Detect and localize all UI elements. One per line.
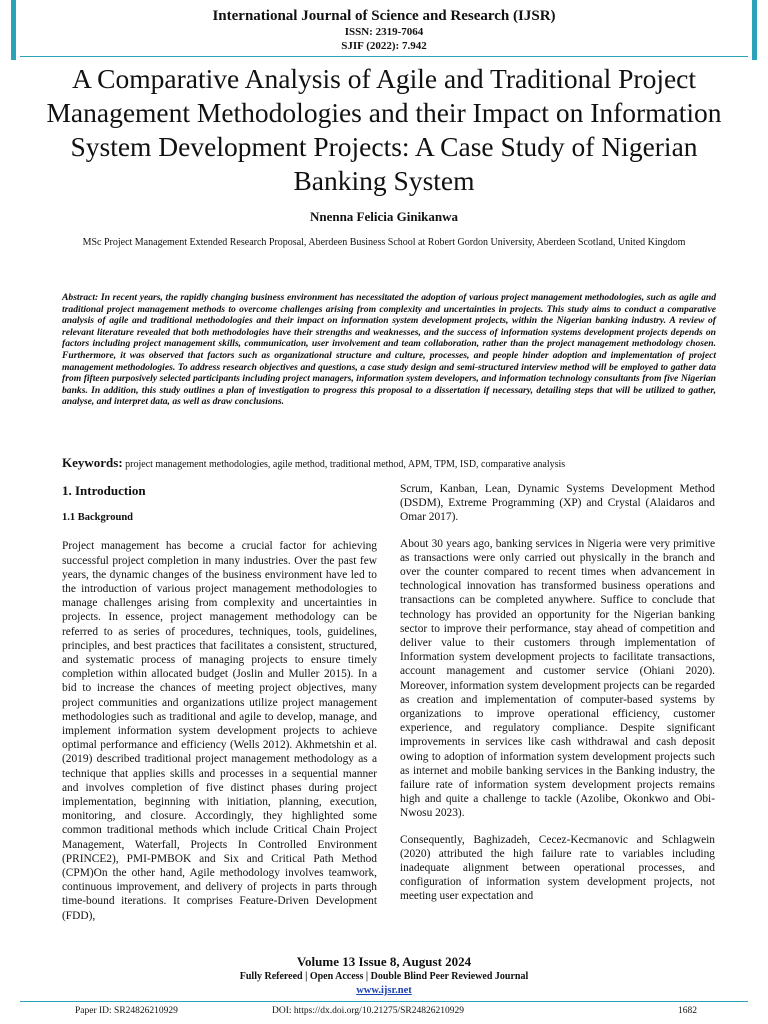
keywords-text: project management methodologies, agile method, traditional method, APM, TPM, ISD, comparative analysis <box>125 459 566 470</box>
right-column <box>400 482 715 916</box>
journal-website-link[interactable]: www.ijsr.net <box>356 985 412 996</box>
abstract: Abstract: In recent years, the rapidly changing business environment has necessitated the adoption of various project management methodologies, such as agile and traditional project management methods to overcome challenges arising from complexity and uncertainties in projects. This study aims to conduct a comparative analysis of agile and traditional methodologies and their impact on information system development projects, within the Nigerian banking industry. A review of relevant literature revealed that both methodologies have their strengths and weaknesses, and the success of information systems development projects depends on factors including project management skills, communication, user involvement and team collaboration, rather than the project management methodology chosen. Furthermore, it was observed that factors such as organizational structure and culture, processes, and people hinder adoption and implementation of project management methodologies. To address research objectives and questions, a case study design and semi-structured interview method will be employed to gather data from fifteen purposively selected participants including project managers, information system developers, and information technology consultants from five Nigerian banks. In addition, this study outlines a plan of investigation to progress this proposal to a dissertation if necessary, detailing steps that will be utilized to gather, analyse, and interpret data, as well as draw conclusions. <box>62 292 716 408</box>
paper-title: A Comparative Analysis of Agile and Traditional Project Management Methodologies and their Impact on Information System Development Projects: A Case Study of Nigerian Banking System <box>46 63 722 196</box>
page-number: 1682 <box>678 1006 697 1016</box>
footer-volume: Volume 13 Issue 8, August 2024 <box>296 954 472 969</box>
journal-issn: ISSN: 2319-7064 <box>344 26 424 38</box>
body-paragraph: About 30 years ago, banking services in Nigeria were very primitive as transactions were only carried out physically in the branch and over the counter compared to recent times when advancement in technological innovation has transformed business operations and transactions can be completed anywhere. Suffice to conclude that technology has provided an opportunity for the Nigerian banking sector to improve their performance, stay ahead of competition and deliver value to their customers through implementation of Information system development projects to facilitate transactions, account management and customer service (Ohiani 2020). Moreover, information system development projects can be regarded as creation and implementation of computer-based systems by organizations to improve operational efficiency, customer experience, and regulatory compliance. Despite significant improvements in services like cash withdrawal and cash deposit owing to adoption of information system development projects such as internet and mobile banking services in the Banking industry, the failure rate of information system development projects remains high and quite a challenge to tackle (Azolibe, Okonkwo and Obi-Nwosu 2023). <box>400 537 715 820</box>
body-paragraph: Consequently, Baghizadeh, Cecez-Kecmanovic and Schlagwein (2020) attributed the high failure rate to variables including inadequate alignment between operational processes, and configuration of information system development projects, not meeting user expectation and <box>400 833 715 903</box>
body-paragraph: Scrum, Kanban, Lean, Dynamic Systems Development Method (DSDM), Extreme Programming (XP) and Crystal (Alaidaros and Omar 2017). <box>400 483 715 524</box>
author-name: Nnenna Felicia Ginikanwa <box>309 209 459 224</box>
paper-id: Paper ID: SR24826210929 <box>75 1006 178 1016</box>
footer-divider <box>20 1001 748 1002</box>
author-affiliation: MSc Project Management Extended Research Proposal, Aberdeen Business School at Robert Gordon University, Aberdeen Scotland, United Kingdom <box>82 237 686 248</box>
keywords-label: Keywords: <box>62 455 123 470</box>
journal-sjif: SJIF (2022): 7.942 <box>341 40 427 52</box>
subsection-heading-background: 1.1 Background <box>62 512 133 524</box>
keywords <box>62 455 722 471</box>
header-divider <box>20 56 748 57</box>
journal-name: International Journal of Science and Research (IJSR) <box>212 8 556 24</box>
section-heading-introduction: 1. Introduction <box>62 483 146 498</box>
left-column <box>62 482 377 935</box>
doi: DOI: https://dx.doi.org/10.21275/SR24826210929 <box>272 1006 464 1016</box>
footer-journal-line: Fully Refereed | Open Access | Double Blind Peer Reviewed Journal <box>239 971 529 982</box>
body-paragraph: Project management has become a crucial factor for achieving successful project completion in many industries. Over the past few years, the dynamic changes of the business environment have led to the introduction of various project management methodologies to manage challenges arising from complexity and uncertainties in projects. In essence, project management methodology can be referred to as series of procedures, techniques, tools, guidelines, principles, and best practices that facilitates a consistent, structured, and systematic process of managing projects to ensure timely completion within allocated budget (Joslin and Muller 2015). In a bid to increase the chances of meeting project objectives, many project communities and organizations utilize project management methodologies such as traditional and agile to develop, manage, and implement information system development projects to achieve optimal performance and efficiency (Wells 2012). Akhmetshin et al. (2019) described traditional project management methodology as a technique that applies skills and processes in a sequential manner and involves completion of five distinct phases during project implementation, beginning with initiation, planning, execution, monitoring, and closure. Accordingly, they highlighted some common traditional methods which include Critical Chain Project Management, Waterfall, Projects In Controlled Environment (PRINCE2), PMI-PMBOK and Six and Critical Path Method (CPM)On the other hand, Agile methodology involves teamwork, continuous improvement, and delivery of projects in parts through time-bound iterations. It comprises Feature-Driven Development (FDD), <box>62 540 377 922</box>
